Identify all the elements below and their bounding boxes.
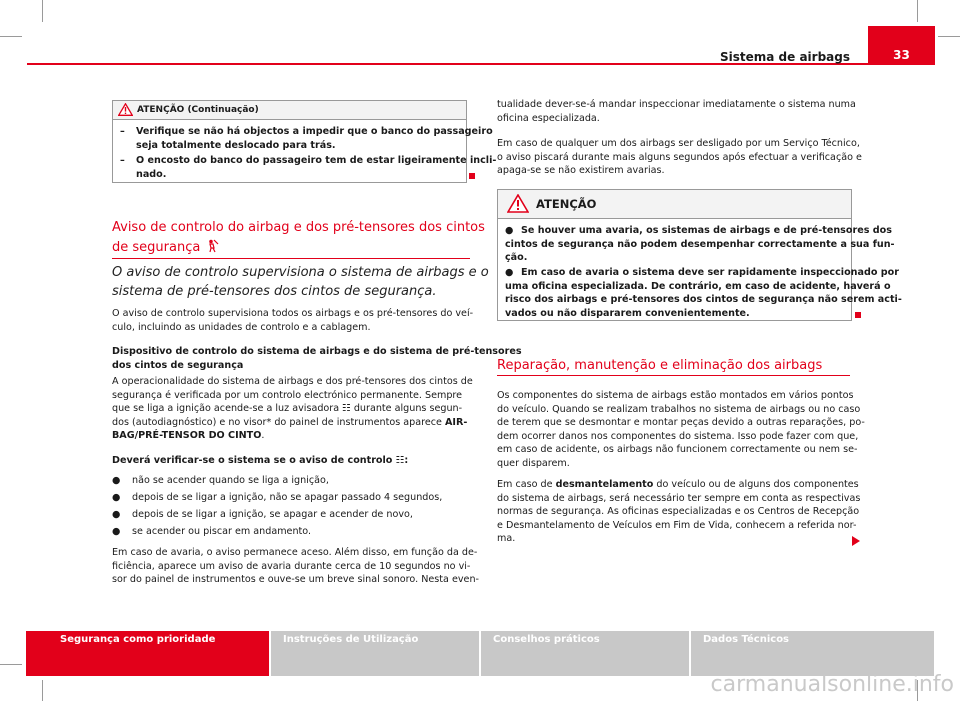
section-heading: Aviso de controlo do airbag e dos pré-tensores dos cintos de segurança (112, 220, 485, 255)
section-heading: Reparação, manutenção e eliminação dos airbags (497, 358, 823, 373)
section-title: Sistema de airbags (719, 50, 850, 64)
paragraph: Em caso de avaria, o aviso permanece aceso. Além disso, em função da de- ficiência, aparece um aviso de avaria durante cerca de 10 segundos no vi- sor do painel de instrumentos e ouve-se um breve sinal sonoro. Nesta even- (112, 547, 479, 586)
airbag-warning-icon (207, 239, 219, 253)
paragraph: Em caso de qualquer um dos airbags ser desligado por um Serviço Técnico, o aviso piscará durante mais alguns segundos após efectuar a verificação e apaga-se se não existirem avarias. (497, 138, 862, 177)
warning-triangle-icon (118, 103, 133, 116)
paragraph: tualidade dever-se-á mandar inspeccionar imediatamente o sistema numa oficina especializada. (497, 99, 856, 124)
section-end-marker (855, 312, 861, 318)
crop-mark (917, 0, 918, 22)
paragraph: A operacionalidade do sistema de airbags e dos pré-tensores dos cintos de segurança é verificada por um controlo electrónico permanente. Sempre que se liga a ignição acende-se a luz avisadora ☷ durante alguns segun- dos (autodiagnóstico) e no visor* do painel de instrumentos aparece AIR- BAG/PRÉ-TENSOR DO CINTO. (112, 376, 473, 442)
heading-rule (112, 258, 470, 259)
crop-mark (42, 680, 43, 701)
continue-arrow-icon (852, 536, 860, 546)
section-end-marker (469, 173, 475, 179)
check-label: Deverá verificar-se o sistema se o aviso de controlo ☷: (112, 455, 409, 466)
tab-conselhos[interactable]: Conselhos práticos (481, 631, 689, 676)
paragraph: Em caso de desmantelamento do veículo ou de alguns dos componentes do sistema de airbags, será necessário ter sempre em conta as respectivas normas de segurança. As oficinas especializadas e os Centros de Recepção e Desmantelamento de Veículos em Fim de Vida, conhecem a referida nor- ma. (497, 479, 861, 545)
warning-header (113, 101, 466, 120)
warning-continuation-box: ATENÇÃO (Continuação) – Verifique se não há objectos a impedir que o banco do passageiro seja totalmente deslocado para trás. – O encosto do banco do passageiro tem de estar ligeiramente incli- nado. (112, 100, 467, 183)
airbag-warning-icon: ☷ (395, 455, 405, 466)
crop-mark (0, 664, 22, 665)
watermark: carmanualsonline.info (710, 672, 954, 697)
tab-dados-tecnicos[interactable]: Dados Técnicos (691, 631, 934, 676)
airbag-warning-icon: ☷ (342, 403, 351, 415)
tab-seguranca[interactable]: Segurança como prioridade (26, 631, 269, 676)
paragraph: O aviso de controlo supervisiona todos os airbags e os pré-tensores do veí- culo, incluindo as unidades de controlo e a cablagem. (112, 308, 474, 333)
paragraph: Os componentes do sistema de airbags estão montados em vários pontos do veículo. Quando se realizam trabalhos no sistema de airbags ou no caso de terem que se desmontar e montar peças devido a outras reparações, po- dem ocorrer danos nos componentes do sistema. Isso pode fazer com que, em caso de acidente, os airbags não funcionem correctamente ou nem se- quer disparem. (497, 390, 865, 469)
heading-rule (497, 375, 850, 376)
crop-mark (0, 36, 22, 37)
tab-instrucoes[interactable]: Instruções de Utilização (271, 631, 479, 676)
warning-title: ATENÇÃO (536, 197, 597, 211)
warning-box: ATENÇÃO ● Se houver uma avaria, os sistemas de airbags e de pré-tensores dos cintos de segurança não podem desempenhar correctamente a sua fun- ção. ● Em caso de avaria o sistema deve ser rapidamente inspeccionado por uma oficina especializada. De contrário, em caso de acidente, haverá o risco dos airbags e pré-tensores dos cintos de segurança não serem acti- vados ou não dispararem convenientemente. (497, 189, 852, 321)
crop-mark (42, 0, 43, 22)
warning-triangle-icon (507, 194, 529, 213)
crop-mark (938, 36, 960, 37)
subheading: Dispositivo de controlo do sistema de airbags e do sistema de pré-tensores dos cintos de segurança (112, 346, 522, 371)
section-lead: O aviso de controlo supervisiona o sistema de airbags e o sistema de pré-tensores dos cintos de segurança. (112, 265, 489, 299)
warning-header (498, 190, 851, 219)
warning-title: ATENÇÃO (Continuação) (137, 105, 259, 115)
page-number: 33 (893, 48, 910, 62)
